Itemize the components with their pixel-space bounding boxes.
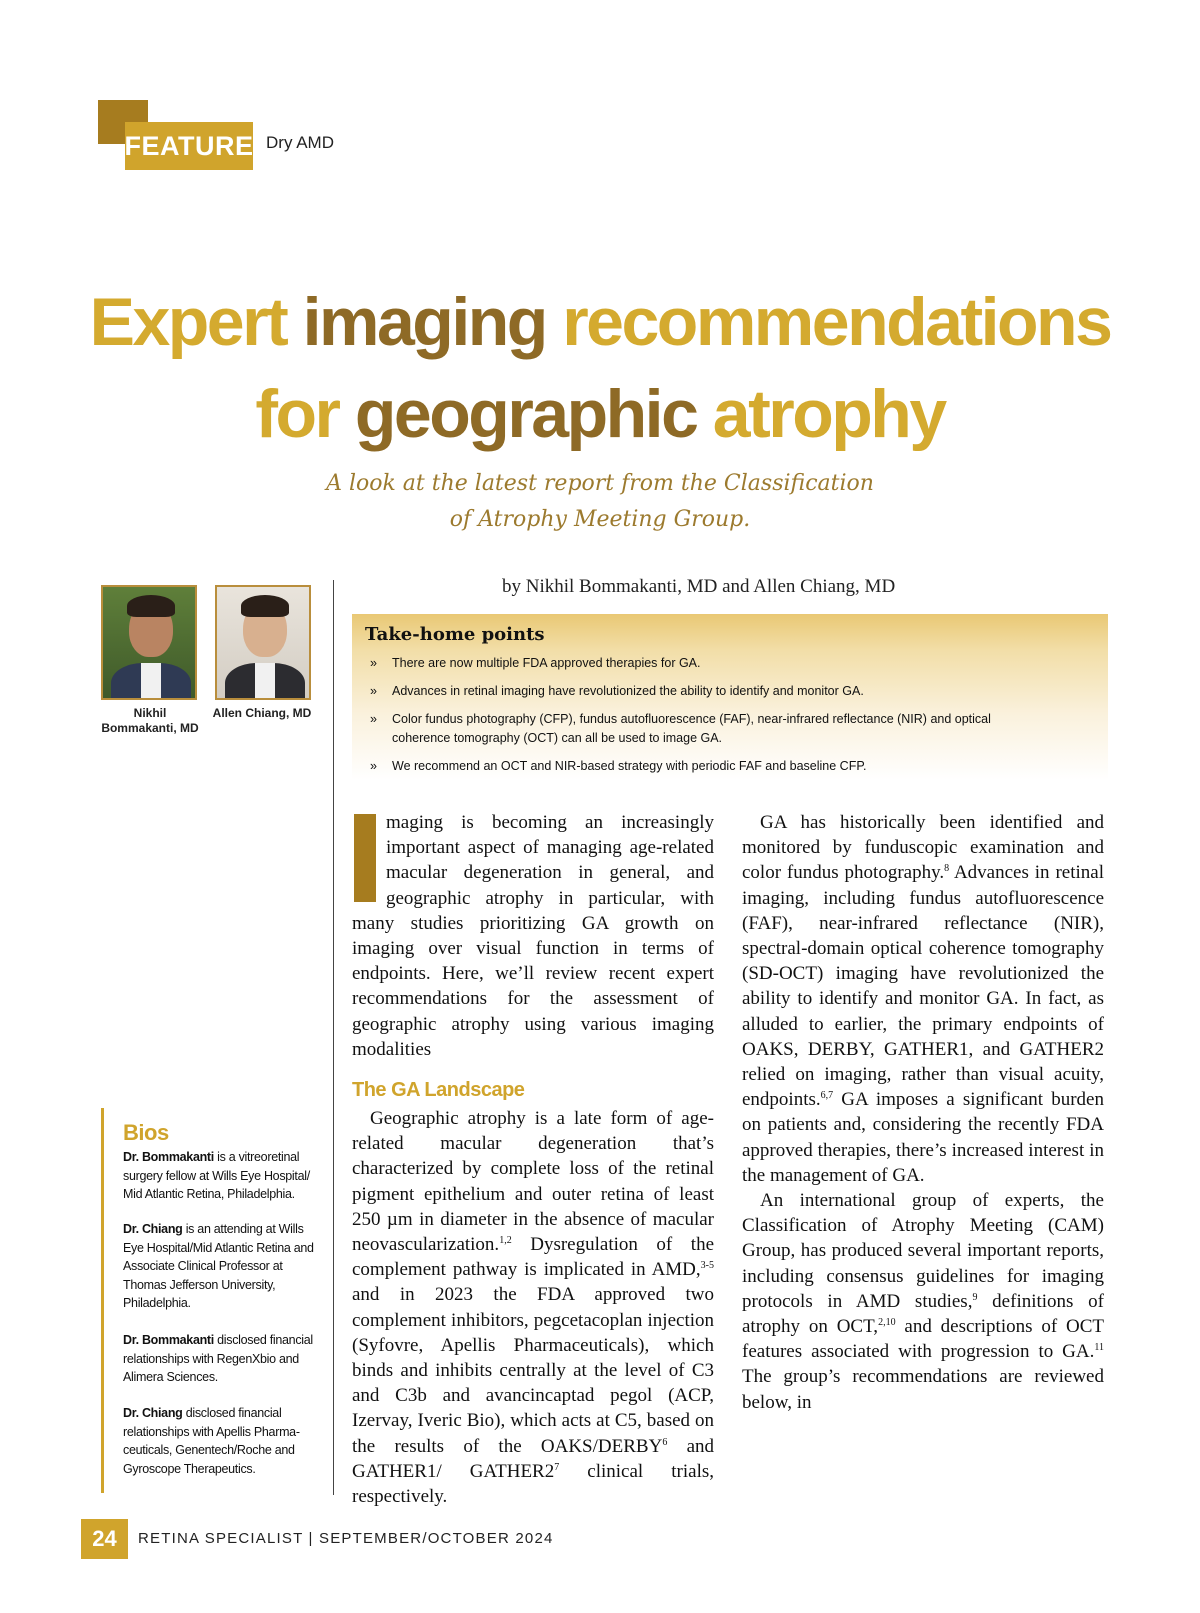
author-caption-chiang: Allen Chiang, MD [212, 706, 312, 720]
text-run: An international group of experts, the Classification of Atrophy Meeting (CAM) Group, has produced several important reports, including consensus guidelines for imaging protocols in AMD studies, [742, 1190, 1104, 1312]
title-word: atrophy [712, 376, 945, 452]
body-column-2 [742, 810, 1104, 1415]
bio-text: disclosed financial relationships with Apellis Pharma-ceuticals, Genentech/Roche and Gyroscope Therapeutics. [123, 1406, 300, 1476]
title-word: geographic [354, 376, 713, 452]
takehome-item [370, 757, 867, 776]
body-column-1 [352, 810, 714, 1509]
bullet-icon: » [370, 759, 377, 773]
citation: 3-5 [700, 1260, 714, 1272]
text-run: and in 2023 the FDA approved two complement inhibitors, pegcetacoplan injection (Syfovre, Apellis Pharmaceuticals), which binds and inhibits centrally at the level of C3 and C3b and avancincaptad pegol (ACP, Izervay, Iveric Bio), which acts at C5, based on the results of the OAKS/DERBY [352, 1284, 714, 1457]
bio-entry [123, 1148, 323, 1204]
citation: 7 [554, 1461, 560, 1473]
author-photo-chiang [215, 585, 311, 700]
text-run: Geographic atrophy is a late form of age-related macular degeneration that’s characterized by complete loss of the retinal pigment epithelium and outer retina of least 250 µm in diameter in the absence of macular neovascularization. [352, 1108, 714, 1256]
text-run: Advances in retinal imaging, including fundus autofluorescence (FAF), near-infrared reflectance (NIR), spectral-domain optical coherence tomography (SD-OCT) imaging have revolutionized the ability to identify and monitor GA. In fact, as alluded to earlier, the primary endpoints of OAKS, DERBY, GATHER1, and GATHER2 relied on imaging, rather than visual acuity, endpoints. [742, 862, 1104, 1111]
publication-footer: RETINA SPECIALIST | SEPTEMBER/OCTOBER 2024 [138, 1530, 554, 1547]
body-paragraph [742, 810, 1104, 1188]
caption-line: Bommakanti, MD [101, 721, 199, 735]
bio-name: Dr. Bommakanti [123, 1333, 214, 1347]
intro-paragraph [352, 810, 714, 1062]
feature-tag: FEATURE [125, 122, 253, 170]
bio-name: Dr. Bommakanti [123, 1150, 214, 1164]
citation: 6 [662, 1436, 668, 1448]
takehome-item-text: Color fundus photography (CFP), fundus autofluorescence (FAF), near-infrared reflectance (NIR) and optical coherence tomography (OCT) can all be used to image GA. [392, 712, 991, 745]
bio-text: disclosed financial relationships with RegenXbio and Alimera Sciences. [123, 1333, 313, 1384]
title-word: recommendations [562, 284, 1111, 360]
paragraph-text: maging is becoming an increasingly important aspect of managing age-related macular degeneration in general, and geographic atrophy in particular, with many studies prioritizing GA growth on imaging over visual function in terms of endpoints. Here, we’ll review recent expert recommendations for the assessment of geographic atrophy using various imaging modalities [352, 812, 714, 1060]
citation: 6,7 [820, 1090, 834, 1102]
article-subtitle-line-1: A look at the latest report from the Classification [326, 471, 874, 496]
citation: 9 [972, 1291, 978, 1303]
text-run: and GATHER1/ GATHER2 [352, 1435, 715, 1482]
takehome-item-text: There are now multiple FDA approved therapies for GA. [392, 656, 701, 670]
article-title-line-1 [0, 284, 1200, 360]
bios-accent-bar [101, 1108, 104, 1493]
article-title-line-2 [0, 376, 1200, 452]
text-run: The group’s recommendations are reviewed below, in [742, 1366, 1104, 1413]
title-word: for [255, 376, 355, 452]
subhead-ga-landscape: The GA Landscape [352, 1079, 525, 1102]
text-run: GA has historically been identified and monitored by funduscopic examination and color fundus photography. [742, 812, 1104, 884]
bio-entry [123, 1220, 323, 1313]
body-paragraph [742, 1188, 1104, 1415]
byline: by Nikhil Bommakanti, MD and Allen Chiang, MD [502, 576, 896, 597]
takehome-item [370, 654, 701, 673]
bios-title: Bios [123, 1120, 169, 1145]
takehome-item-text: We recommend an OCT and NIR-based strategy with periodic FAF and baseline CFP. [392, 759, 867, 773]
text-run: clinical trials, respectively. [352, 1460, 715, 1508]
takehome-item [370, 682, 864, 701]
bullet-icon: » [370, 712, 377, 726]
bio-entry [123, 1404, 323, 1478]
citation: 2,10 [878, 1317, 896, 1329]
takehome-item-text: Advances in retinal imaging have revolutionized the ability to identify and monitor GA. [392, 684, 864, 698]
takehome-title: Take-home points [365, 624, 545, 645]
bio-text: is a vitreoretinal surgery fellow at Wills Eye Hospital/ Mid Atlantic Retina, Philadelphia. [123, 1150, 310, 1201]
bio-name: Dr. Chiang [123, 1406, 183, 1420]
text-run: Dysregulation of the complement pathway is implicated in AMD, [352, 1234, 714, 1281]
citation: 1,2 [499, 1235, 512, 1247]
title-word: Expert [89, 284, 303, 360]
body-paragraph [352, 1106, 714, 1509]
text-run: GA imposes a significant burden on patients and, considering the recently FDA approved therapies, there’s increased interest in the management of GA. [742, 1089, 1104, 1186]
column-divider [333, 580, 334, 1495]
title-word: imaging [302, 284, 563, 360]
section-label: Dry AMD [266, 133, 334, 152]
bullet-icon: » [370, 684, 377, 698]
article-subtitle-line-2: of Atrophy Meeting Group. [449, 507, 751, 532]
bio-text: is an attending at Wills Eye Hospital/Mid Atlantic Retina and Associate Clinical Professor at Thomas Jefferson University, Philadelphia. [123, 1222, 314, 1310]
author-photo-bommakanti [101, 585, 197, 700]
caption-line: Nikhil [133, 706, 167, 720]
page-number: 24 [81, 1519, 128, 1559]
citation: 11 [1094, 1342, 1104, 1354]
bio-entry [123, 1331, 323, 1387]
bullet-icon: » [370, 656, 377, 670]
citation: 8 [944, 863, 950, 875]
bio-name: Dr. Chiang [123, 1222, 183, 1236]
text-run: definitions of atrophy on OCT, [742, 1290, 1104, 1338]
drop-cap [354, 814, 376, 902]
takehome-item [370, 710, 991, 745]
author-caption-bommakanti [96, 706, 204, 736]
text-run: and descriptions of OCT features associated with progression to GA. [742, 1316, 1104, 1363]
